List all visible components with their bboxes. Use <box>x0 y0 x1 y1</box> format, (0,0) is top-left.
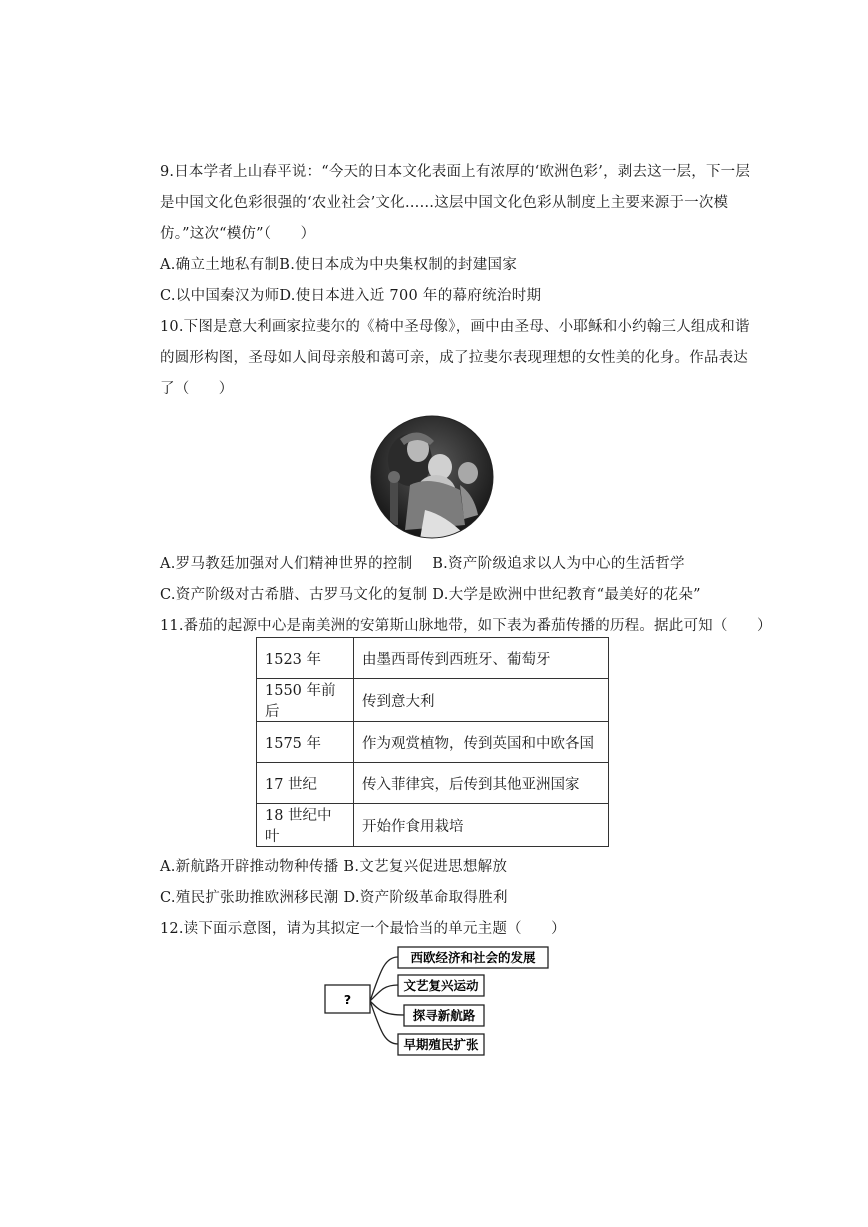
table-cell-time: 18 世纪中叶 <box>257 804 354 847</box>
q9-options-line-2: C.以中国秦汉为师D.使日本进入近 700 年的幕府统治时期 <box>160 288 542 304</box>
table-row <box>257 679 609 722</box>
q10-options-line-1: A.罗马教廷加强对人们精神世界的控制 B.资产阶级追求以人为中心的生活哲学 <box>160 556 685 572</box>
madonna-della-seggiola-painting <box>370 415 494 539</box>
branch-label: 探寻新航路 <box>412 1008 476 1023</box>
table-cell-event: 由墨西哥传到西班牙、葡萄牙 <box>354 638 609 679</box>
table-row <box>257 763 609 804</box>
branch-label: 文艺复兴运动 <box>403 978 479 993</box>
q10-stem-line-3: 了（ ） <box>160 381 234 397</box>
table-cell-time: 1523 年 <box>257 638 354 679</box>
q9-options-line-1: A.确立土地私有制B.使日本成为中央集权制的封建国家 <box>160 257 518 273</box>
unit-theme-diagram <box>322 943 552 1063</box>
q11-options-line-1: A.新航路开辟推动物种传播 B.文艺复兴促进思想解放 <box>160 859 508 875</box>
q11-stem: 11.番茄的起源中心是南美洲的安第斯山脉地带，如下表为番茄传播的历程。据此可知（ ） <box>160 618 772 634</box>
q10-options-line-2: C.资产阶级对古希腊、古罗马文化的复制 D.大学是欧洲中世纪教育“最美好的花朵” <box>160 587 701 603</box>
tomato-spread-table <box>256 637 609 847</box>
branch-label: 西欧经济和社会的发展 <box>410 950 536 965</box>
q11-options-line-2: C.殖民扩张助推欧洲移民潮 D.资产阶级革命取得胜利 <box>160 890 508 906</box>
table-cell-time: 1575 年 <box>257 722 354 763</box>
table-cell-event: 传入菲律宾，后传到其他亚洲国家 <box>354 763 609 804</box>
table-row <box>257 804 609 847</box>
q12-stem: 12.读下面示意图，请为其拟定一个最恰当的单元主题（ ） <box>160 921 566 937</box>
q9-stem-line-1: 9.日本学者上山春平说：“今天的日本文化表面上有浓厚的‘欧洲色彩’，剥去这一层，下一层 <box>160 164 751 180</box>
table-cell-event: 作为观赏植物，传到英国和中欧各国 <box>354 722 609 763</box>
table-cell-event: 传到意大利 <box>354 679 609 722</box>
q9-stem-line-2: 是中国文化色彩很强的‘农业社会’文化……这层中国文化色彩从制度上主要来源于一次模 <box>160 195 729 211</box>
table-cell-event: 开始作食用栽培 <box>354 804 609 847</box>
q9-stem-line-3: 仿。”这次“模仿”（ ） <box>160 226 316 242</box>
table-cell-time: 17 世纪 <box>257 763 354 804</box>
q10-stem-line-2: 的圆形构图，圣母如人间母亲般和蔼可亲，成了拉斐尔表现理想的女性美的化身。作品表达 <box>160 350 748 366</box>
branch-label: 早期殖民扩张 <box>403 1037 479 1052</box>
table-cell-time: 1550 年前后 <box>257 679 354 722</box>
q10-stem-line-1: 10.下图是意大利画家拉斐尔的《椅中圣母像》，画中由圣母、小耶稣和小约翰三人组成和谐 <box>160 319 750 335</box>
center-label: ? <box>343 992 352 1007</box>
table-row <box>257 638 609 679</box>
table-row <box>257 722 609 763</box>
